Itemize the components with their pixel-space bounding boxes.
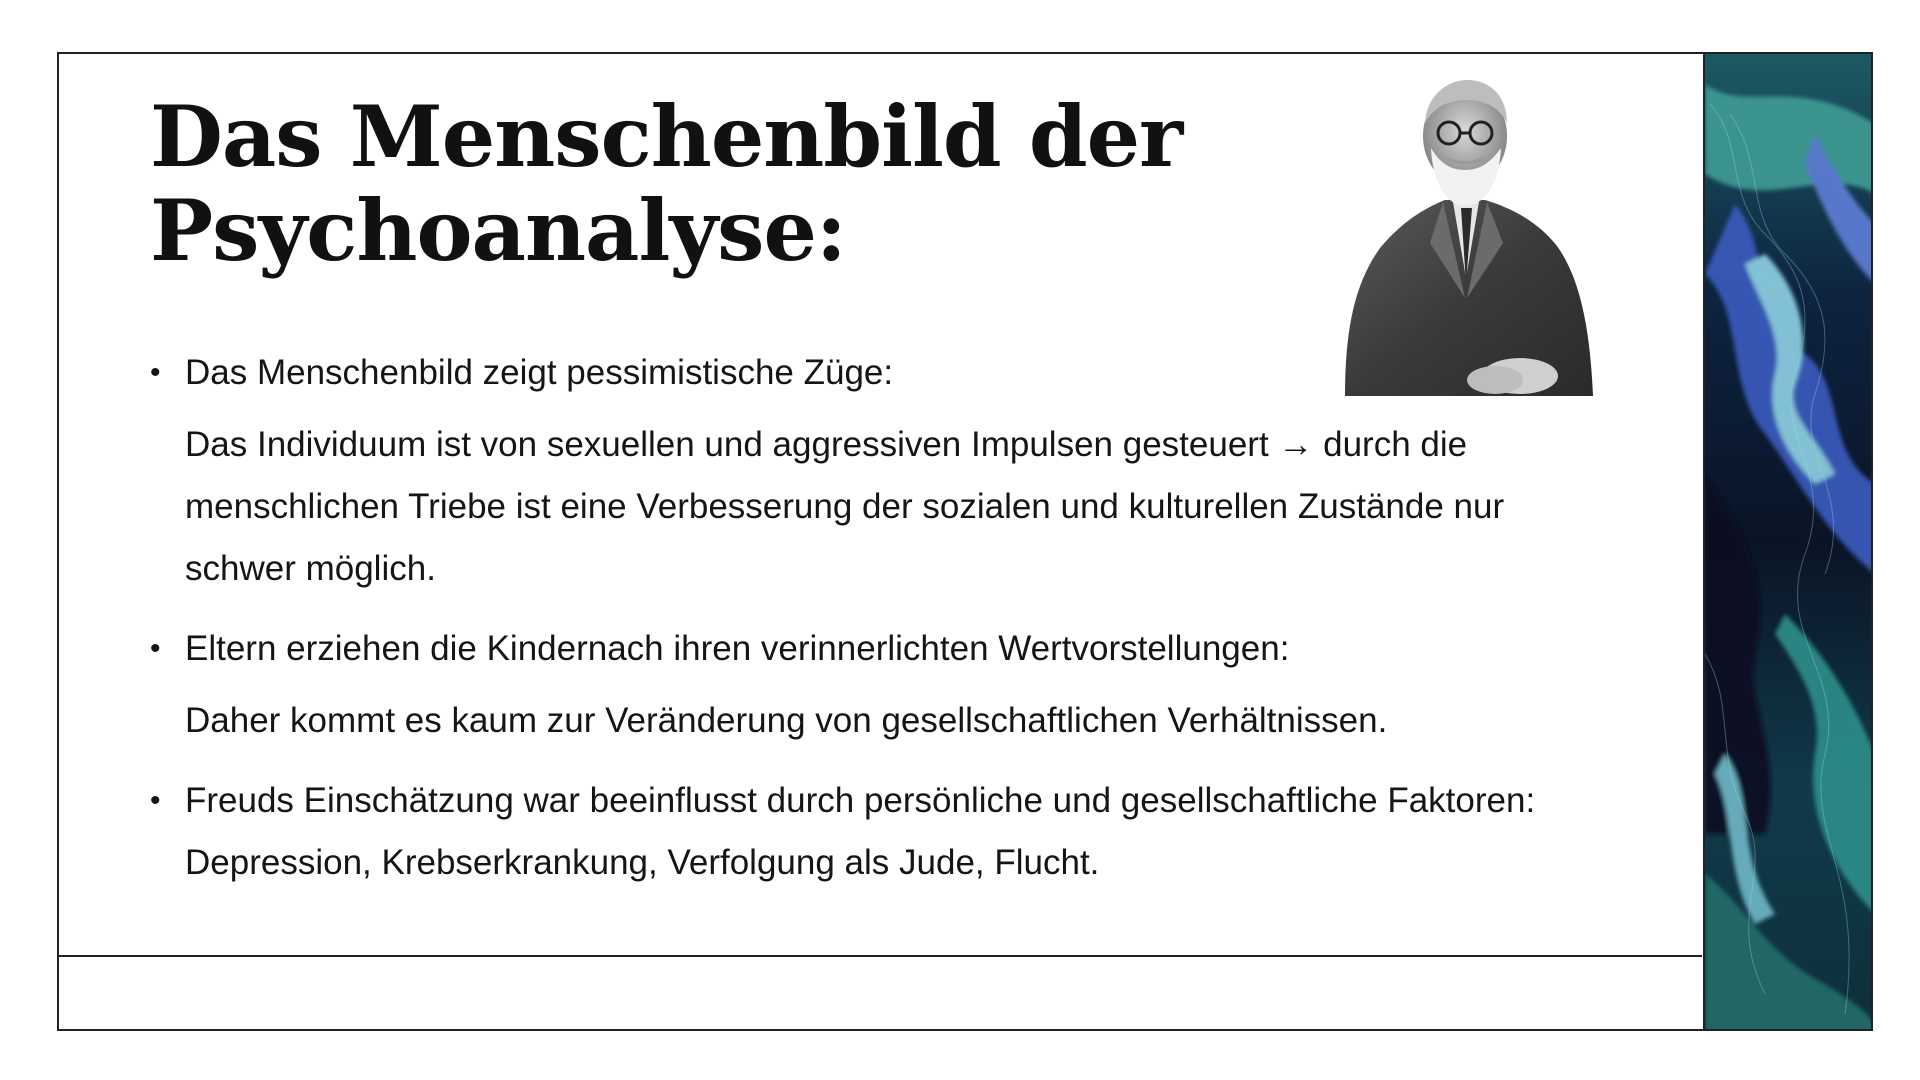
bullet-heading: Eltern erziehen die Kindernach ihren verinnerlichten Wertvorstellungen:	[185, 629, 1290, 668]
marble-texture-image	[1705, 54, 1873, 1031]
bullet-dot: •	[150, 784, 161, 817]
bullet-paragraph	[185, 414, 1620, 600]
bullet-item-3	[150, 770, 1620, 894]
paragraph-line: Das Individuum ist von sexuellen und aggressiven Impulsen gesteuert → durch die	[185, 425, 1468, 464]
marbled-art-panel	[1703, 52, 1873, 1031]
bullet-item-2	[150, 618, 1620, 752]
slide-title	[150, 87, 1250, 280]
title-line-1: Das Menschenbild der	[150, 87, 1183, 186]
bullet-dot: •	[150, 632, 161, 665]
bullet-heading: Das Menschenbild zeigt pessimistische Züge:	[185, 353, 894, 392]
bullet-dot: •	[150, 356, 161, 389]
paragraph-line: schwer möglich.	[185, 549, 436, 588]
slide-body	[150, 342, 1620, 894]
title-line-2: Psychoanalyse:	[150, 181, 846, 280]
bullet-heading: Freuds Einschätzung war beeinflusst durch persönliche und gesellschaftliche Faktoren:	[185, 781, 1536, 820]
paragraph-line: Depression, Krebserkrankung, Verfolgung als Jude, Flucht.	[185, 843, 1100, 882]
bullet-paragraph	[185, 690, 1620, 752]
bullet-item-1	[150, 342, 1620, 600]
paragraph-line: menschlichen Triebe ist eine Verbesserung der sozialen und kulturellen Zustände nur	[185, 487, 1505, 526]
footer-divider	[57, 955, 1702, 957]
paragraph-line: Daher kommt es kaum zur Veränderung von gesellschaftlichen Verhältnissen.	[185, 701, 1388, 740]
